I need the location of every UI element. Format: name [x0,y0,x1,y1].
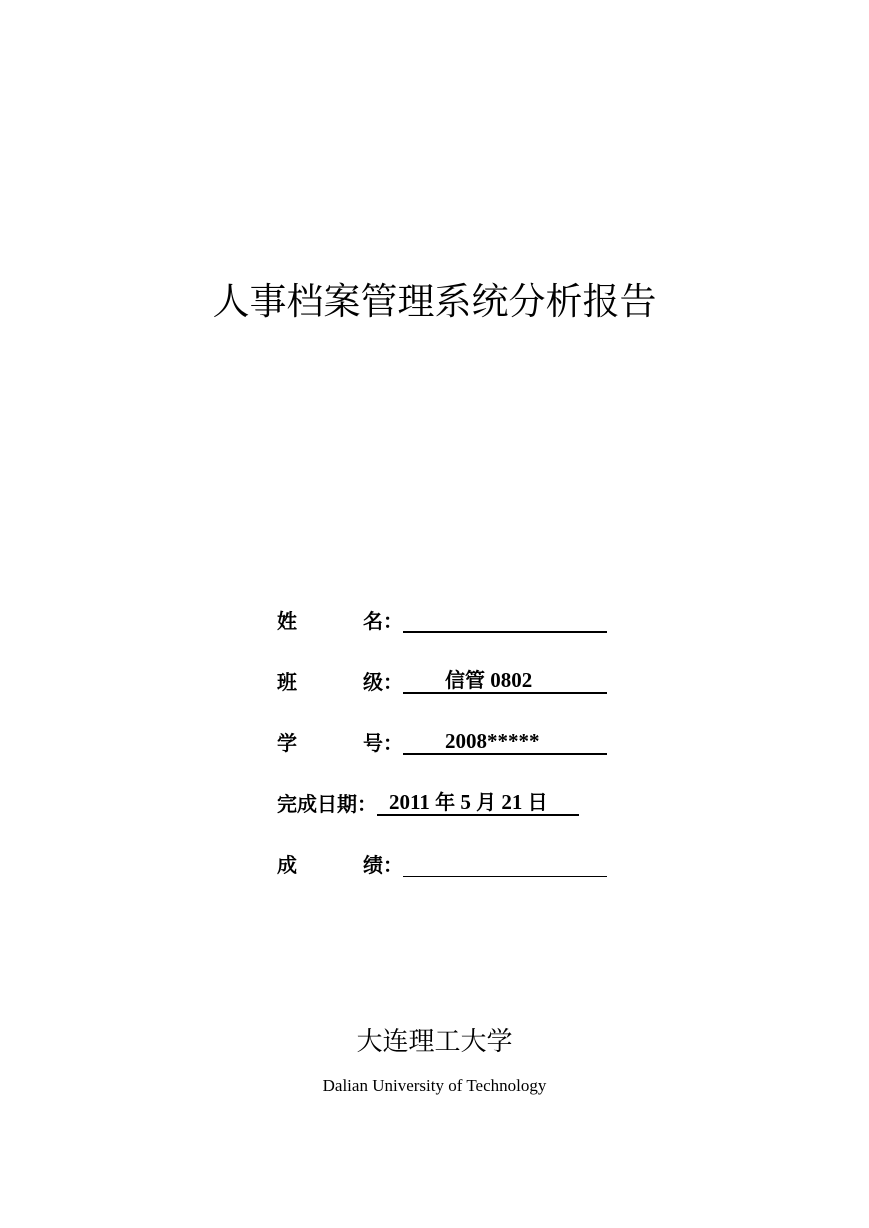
completion-year: 2011 [389,790,430,814]
completion-date-field [377,788,579,816]
completion-day-unit: 日 [527,790,548,814]
class-label-char-1: 班 [277,670,297,694]
report-title: 人事档案管理系统分析报告 [212,280,657,323]
university-name-en: Dalian University of Technology [322,1076,547,1095]
completion-year-unit: 年 [435,790,456,814]
grade-label [277,851,383,879]
completion-month-unit: 月 [476,790,497,814]
name-label-char-1: 姓 [277,609,297,633]
completion-month: 5 [460,790,471,814]
name-label [277,607,383,635]
class-value-prefix: 信管 [445,668,485,692]
class-colon: ： [383,670,403,694]
student-id-label-char-2: 号 [363,731,383,755]
name-field [403,605,607,633]
class-value: 0802 [490,668,533,692]
grade-row [277,847,607,879]
student-id-colon: ： [383,731,403,755]
name-label-char-2: 名 [363,609,383,633]
name-row [277,603,607,635]
student-id-field [403,727,607,755]
grade-label-char-1: 成 [277,853,297,877]
student-id-value: 2008***** [445,729,540,753]
completion-day: 21 [501,790,523,814]
class-label-char-2: 级 [363,670,383,694]
completion-date-label: 完成日期 [277,792,357,816]
completion-date-colon: ： [357,792,377,816]
student-id-label [277,729,383,757]
grade-label-char-2: 绩 [363,853,383,877]
grade-colon: ： [383,853,403,877]
student-id-label-char-1: 学 [277,731,297,755]
student-id-row [277,725,607,757]
name-colon: ： [383,609,403,633]
grade-field [403,849,607,877]
completion-date-row [277,786,579,818]
class-label [277,668,383,696]
class-field [403,666,607,694]
university-name-cn: 大连理工大学 [356,1027,513,1057]
class-row [277,664,607,696]
